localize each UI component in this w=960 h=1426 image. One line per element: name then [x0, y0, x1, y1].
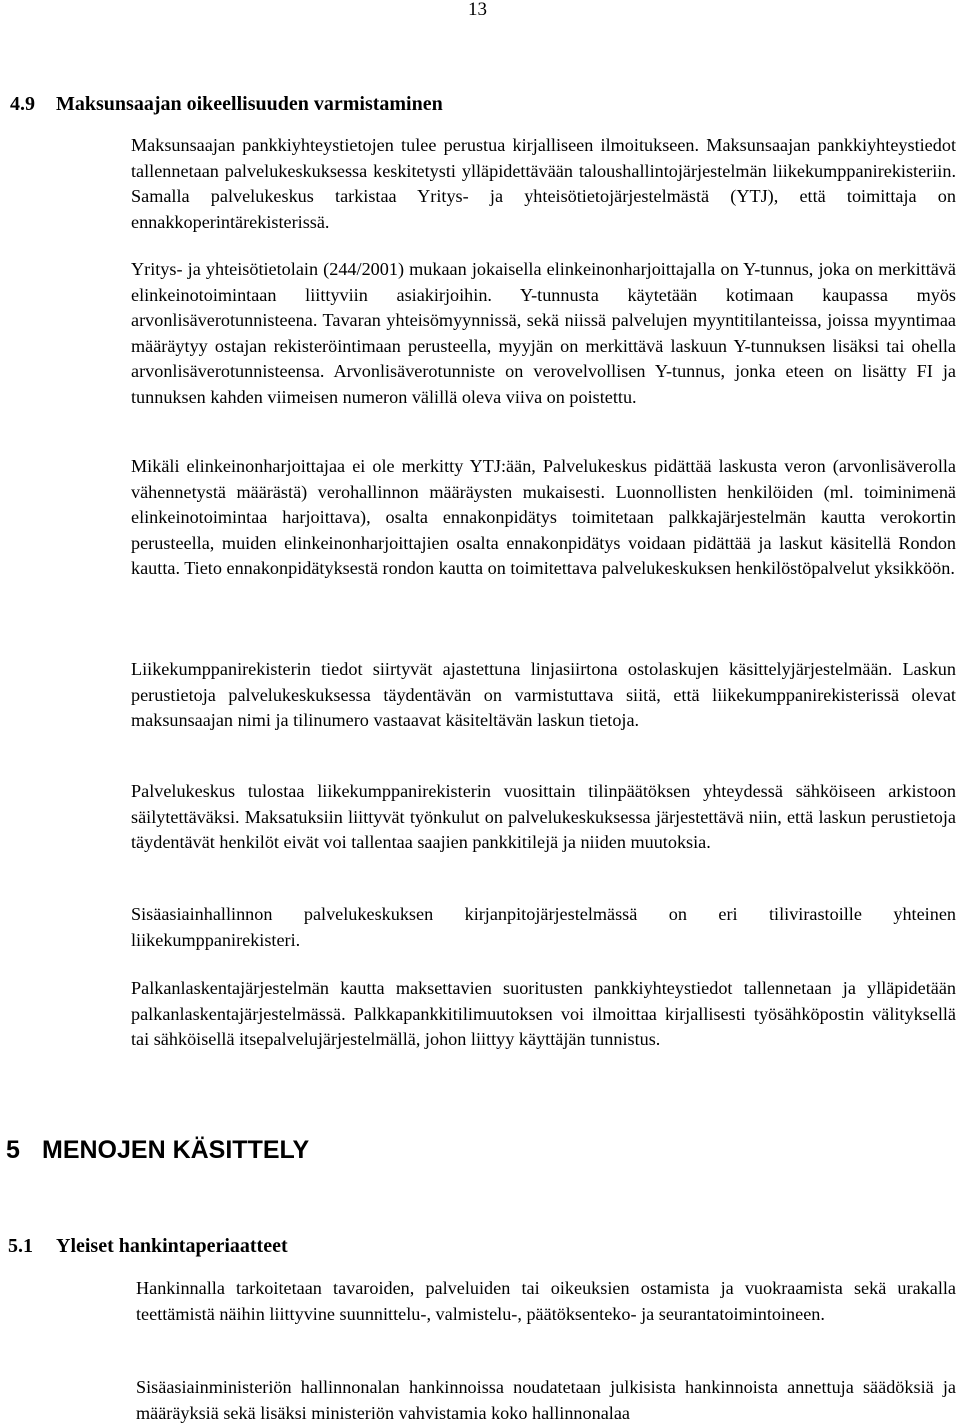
section-title: Maksunsaajan oikeellisuuden varmistaminen	[56, 93, 443, 115]
paragraph-tax-withholding: Mikäli elinkeinonharjoittajaa ei ole merkitty YTJ:ään, Palvelukeskus pidättää laskusta veron (arvonlisäverolla vähennetystä määrästä) verohallinnon määräysten mukaisesti. Luonnollisten henkilöiden (ml. toiminimenä elinkeinotoimintaa harjoittava), osalta ennakonpidätys toimitetaan palkkajärjestelmän kautta verokortin perusteella, muiden elinkeinonharjoittajien osalta ennakonpidätys voidaan pidättää ja laskut käsitellä Rondon kautta. Tieto ennakonpidätyksestä rondon kautta on toimitettava palvelukeskuksen henkilöstöpalvelut yksikköön.	[131, 456, 956, 579]
paragraph-shared-register: Sisäasiainhallinnon palvelukeskuksen kirjanpitojärjestelmässä on eri tilivirastoille yhteinen liikekumppanirekisteri.	[131, 904, 956, 950]
section-heading-4-9	[10, 92, 443, 116]
section-number: 5	[6, 1136, 20, 1164]
section-number: 5.1	[8, 1235, 33, 1257]
paragraph-procurement-regulations: Sisäasiainministeriön hallinnonalan hankinnoissa noudatetaan julkisista hankinnoista annettuja säädöksiä ja määräyksiä sekä lisäksi ministeriön vahvistamia koko hallinnonalaa	[136, 1377, 956, 1423]
paragraph-procurement-definition: Hankinnalla tarkoitetaan tavaroiden, palveluiden tai oikeuksien ostamista ja vuokraamista sekä urakalla teettämistä näihin liittyvine suunnittelu-, valmistelu-, päätöksenteko- ja seurantatoimintoineen.	[136, 1278, 956, 1324]
page-number: 13	[468, 0, 487, 20]
section-number: 4.9	[10, 93, 35, 115]
paragraph-partner-register-transfer: Liikekumppanirekisterin tiedot siirtyvät ajastettuna linjasiirtona ostolaskujen käsittelyjärjestelmään. Laskun perustietoja palvelukeskuksessa täydentävän on varmistuttava siitä, että liikekumppanirekisterissä olevat maksunsaajan nimi ja tilinumero vastaavat käsiteltävän laskun tietoja.	[131, 659, 956, 731]
paragraph-business-id: Yritys- ja yhteisötietolain (244/2001) mukaan jokaisella elinkeinonharjoittajalla on Y-tunnus, joka on merkittävä elinkeinotoimintaan liittyviin asiakirjoihin. Y-tunnusta käytetään kotimaan kaupassa myös arvonlisäverotunnisteena. Tavaran yhteisömyynnissä, sekä niissä palvelujen myyntitilanteissa, joissa myyntimaa määräytyy ostajan rekisteröintimaan perusteella, myyjän on merkittävä laskuun Y-tunnuksen lisäksi tai ohella arvonlisäverotunnisteensa. Arvonlisäverotunniste on verovelvollisen Y-tunnus, jonka eteen on lisätty FI ja tunnuksen kahden viimeisen numeron välillä oleva viiva on poistettu.	[131, 259, 956, 407]
paragraph-register-archiving: Palvelukeskus tulostaa liikekumppanirekisterin vuosittain tilinpäätöksen yhteydessä sähköiseen arkistoon säilytettäväksi. Maksatuksiin liittyvät työnkulut on palvelukeskuksessa järjestettävä niin, että laskun perustietoja täydentävät henkilöt eivät voi tallentaa saajien pankkitilejä ja niiden muutoksia.	[131, 781, 956, 853]
section-heading-5-1	[8, 1234, 288, 1258]
section-title: MENOJEN KÄSITTELY	[42, 1136, 310, 1164]
section-title: Yleiset hankintaperiaatteet	[56, 1235, 288, 1257]
section-heading-5	[6, 1135, 309, 1165]
paragraph-sender-bank-details: Maksunsaajan pankkiyhteystietojen tulee perustua kirjalliseen ilmoitukseen. Maksunsaajan pankkiyhteystiedot tallennetaan palvelukeskuksessa keskitetysti ylläpidettävään taloushallintojärjestelmän liikekumppanirekisteriin. Samalla palvelukeskus tarkistaa Yritys- ja yhteisötietojärjestelmästä (YTJ), että toimittaja on ennakkoperintärekisterissä.	[131, 135, 956, 232]
paragraph-payroll-bank-details: Palkanlaskentajärjestelmän kautta maksettavien suoritusten pankkiyhteystiedot tallennetaan ja ylläpidetään palkanlaskentajärjestelmässä. Palkkapankkitilimuutoksen voi ilmoittaa kirjallisesti työsähköpostin välityksellä tai sähköisellä itsepalvelujärjestelmällä, johon liittyy käyttäjän tunnistus.	[131, 978, 956, 1050]
